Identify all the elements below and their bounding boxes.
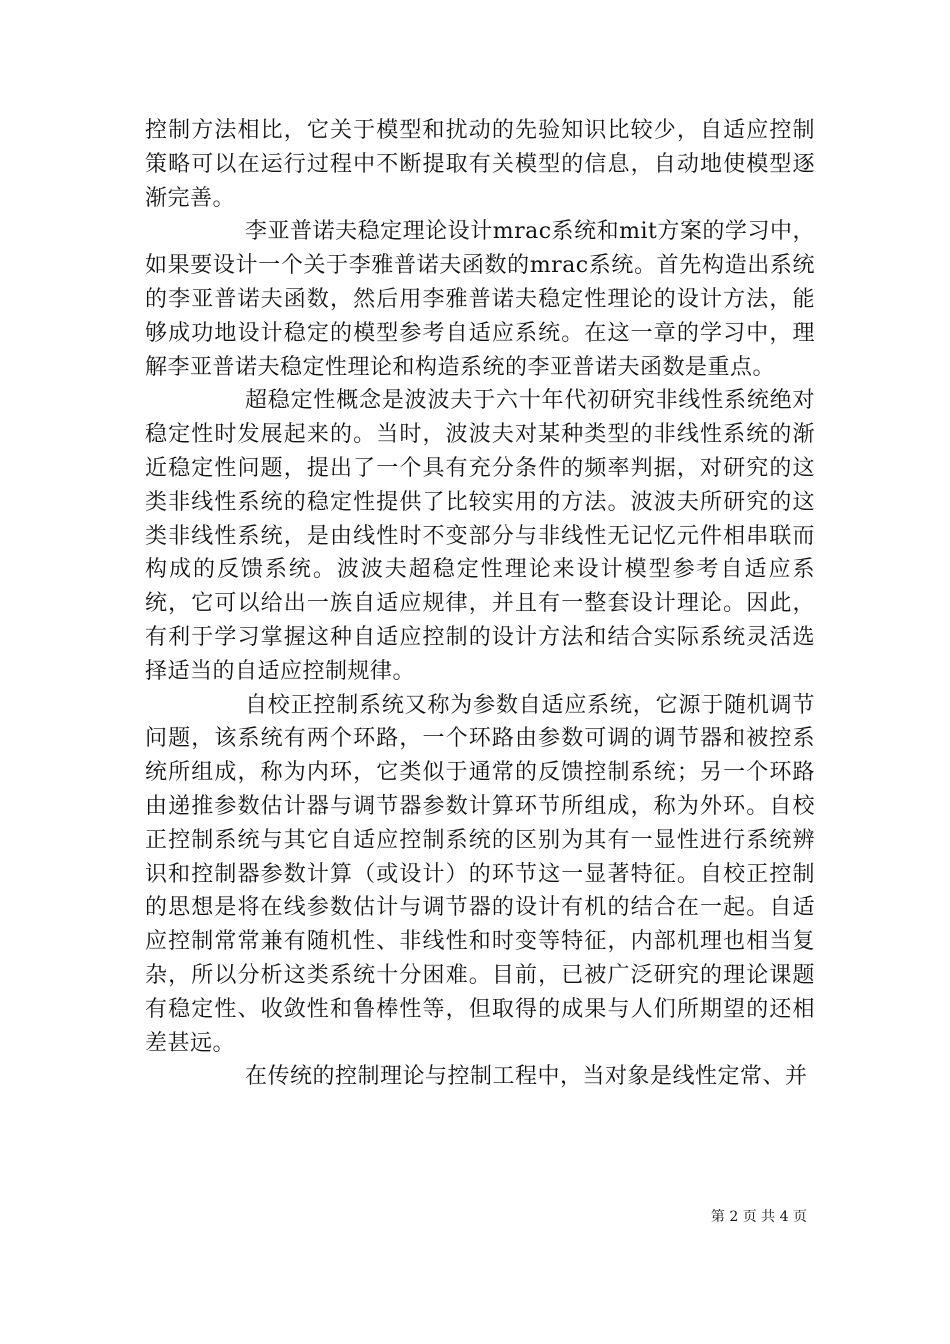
paragraph-5: 在传统的控制理论与控制工程中，当对象是线性定常、并 [245, 1064, 808, 1090]
paragraph-1: 控制方法相比，它关于模型和扰动的先验知识比较少，自适应控制策略可以在运行过程中不断提取有关模型的信息，自动地使模型逐渐完善。 [145, 118, 815, 211]
paragraph-2: 李亚普诺夫稳定理论设计mrac系统和mit方案的学习中，如果要设计一个关于李雅普诺夫函数的mrac系统。首先构造出系统的李亚普诺夫函数，然后用李雅普诺夫稳定性理论的设计方法，能够成功地设计稳定的模型参考自适应系统。在这一章的学习中，理解李亚普诺夫稳定性理论和构造系统的李亚普诺夫函数是重点。 [145, 219, 815, 380]
document-body [145, 114, 815, 1094]
paragraph-4: 自校正控制系统又称为参数自适应系统，它源于随机调节问题，该系统有两个环路，一个环路由参数可调的调节器和被控系统所组成，称为内环，它类似于通常的反馈控制系统；另一个环路由递推参数估计器与调节器参数计算环节所组成，称为外环。自校正控制系统与其它自适应控制系统的区别为其有一显性进行系统辨识和控制器参数计算（或设计）的环节这一显著特征。自校正控制的思想是将在线参数估计与调节器的设计有机的结合在一起。自适应控制常常兼有随机性、非线性和时变等特征，内部机理也相当复杂，所以分析这类系统十分困难。目前，已被广泛研究的理论课题有稳定性、收敛性和鲁棒性等，但取得的成果与人们所期望的还相差甚远。 [145, 692, 815, 1056]
page-number-footer: 第 2 页 共 4 页 [710, 1209, 807, 1225]
paragraph-3: 超稳定性概念是波波夫于六十年代初研究非线性系统绝对稳定性时发展起来的。当时，波波夫对某种类型的非线性系统的渐近稳定性问题，提出了一个具有充分条件的频率判据，对研究的这类非线性系统的稳定性提供了比较实用的方法。波波夫所研究的这类非线性系统，是由线性时不变部分与非线性无记忆元件相串联而构成的反馈系统。波波夫超稳定性理论来设计模型参考自适应系统，它可以给出一族自适应规律，并且有一整套设计理论。因此，有利于学习掌握这种自适应控制的设计方法和结合实际系统灵活选择适当的自适应控制规律。 [145, 388, 815, 684]
